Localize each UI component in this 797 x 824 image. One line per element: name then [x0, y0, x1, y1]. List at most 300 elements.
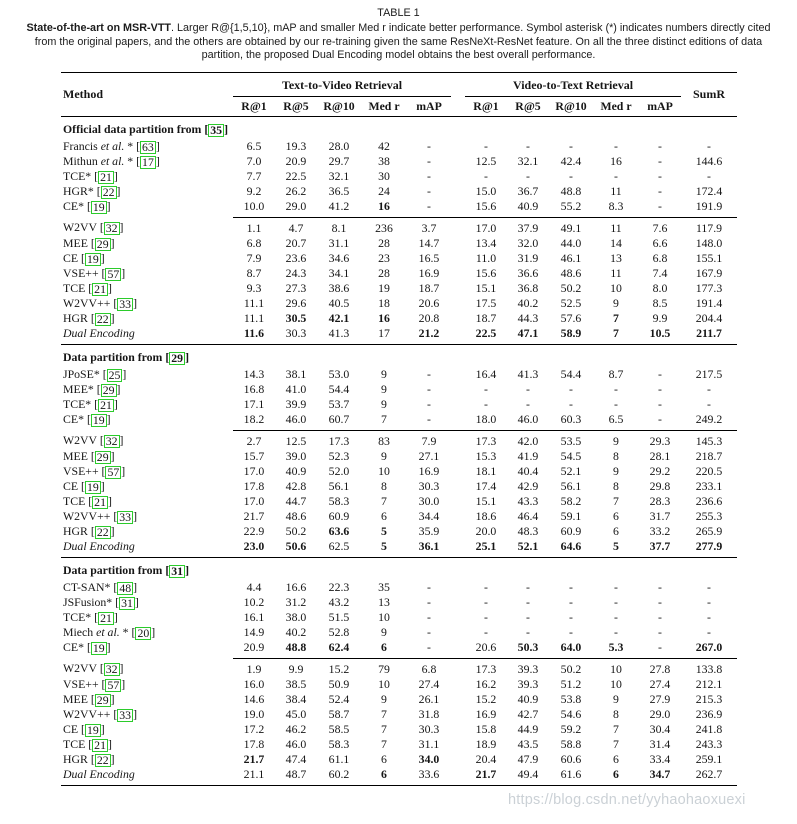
metric-cell: 217.5: [695, 366, 723, 381]
method-cell: TCE* [ 21 ]: [63, 396, 118, 412]
metric-cell: 48.6: [285, 508, 307, 523]
citation-link[interactable]: 31: [171, 563, 184, 578]
metric-cell: -: [658, 138, 662, 153]
metric-cell: -: [526, 579, 530, 594]
metric-cell: 9.9: [652, 310, 668, 325]
metric-cell: -: [484, 624, 488, 639]
table-row-hgr: [61, 184, 737, 199]
metric-cell: -: [569, 396, 573, 411]
metric-cell: 52.5: [560, 295, 582, 310]
metric-cell: 15.3: [475, 448, 497, 463]
metric-cell: 9: [381, 691, 387, 706]
method-cell: HGR* [ 22 ]: [63, 183, 121, 199]
metric-cell: 21.7: [243, 751, 265, 766]
metric-cell: 11.1: [243, 310, 265, 325]
table-row-mee: [61, 236, 737, 251]
citation-link[interactable]: 32: [105, 662, 118, 677]
metric-cell: 8: [381, 478, 387, 493]
metric-cell: -: [569, 381, 573, 396]
method-cell: TCE* [ 21 ]: [63, 609, 118, 625]
metric-cell: 30.3: [418, 478, 440, 493]
metric-cell: 38.5: [285, 676, 307, 691]
method-cell: MEE [ 29 ]: [63, 448, 115, 464]
metric-cell: 27.9: [649, 691, 671, 706]
metric-cell: -: [427, 639, 431, 654]
metric-cell: 265.9: [695, 523, 723, 538]
table-caption: [25, 7, 773, 63]
metric-cell: 48.8: [285, 639, 307, 654]
metric-cell: -: [484, 609, 488, 624]
metric-cell: 40.2: [517, 295, 539, 310]
metric-cell: -: [427, 396, 431, 411]
metric-cell: -: [658, 594, 662, 609]
metric-cell: 7.9: [407, 430, 451, 449]
method-cell: TCE [ 21 ]: [63, 736, 112, 752]
citation-link[interactable]: 25: [108, 367, 121, 382]
table-row-w2vv: [61, 217, 737, 236]
metric-cell: -: [614, 624, 618, 639]
citation-link[interactable]: 19: [92, 640, 105, 655]
metric-cell: 16.4: [475, 366, 497, 381]
metric-cell: 52.0: [328, 463, 350, 478]
metric-cell: -: [707, 594, 711, 609]
metric-cell: 62.5: [328, 538, 350, 553]
metric-cell: 8.7: [608, 366, 624, 381]
metric-cell: 44.9: [517, 721, 539, 736]
metric-cell: -: [526, 594, 530, 609]
citation-link[interactable]: 29: [96, 236, 109, 251]
metric-cell: 13.4: [475, 235, 497, 250]
citation-link[interactable]: 57: [107, 677, 120, 692]
metric-cell: 3.7: [407, 217, 451, 236]
metric-cell: 31.9: [517, 250, 539, 265]
table-row-vse-: [61, 266, 737, 281]
metric-cell: 249.2: [695, 411, 723, 426]
metric-cell: 26.2: [285, 183, 307, 198]
metric-cell: 15.7: [243, 448, 265, 463]
table-section-2: [61, 344, 737, 557]
table-row-miech: [61, 625, 737, 640]
metric-cell: -: [658, 198, 662, 213]
metric-cell: 17.3: [451, 658, 507, 677]
metric-cell: 53.5: [549, 430, 593, 449]
metric-cell: -: [427, 579, 431, 594]
metric-cell: 42: [378, 138, 390, 153]
metric-cell: 58.3: [328, 736, 350, 751]
metric-cell: -: [427, 153, 431, 168]
metric-cell: -: [658, 381, 662, 396]
metric-cell: 31.1: [328, 235, 350, 250]
method-cell: HGR [ 22 ]: [63, 751, 115, 767]
metric-cell: 58.2: [560, 493, 582, 508]
citation-link[interactable]: 57: [107, 464, 120, 479]
metric-cell: 46.1: [560, 250, 582, 265]
metric-cell: -: [707, 138, 711, 153]
metric-cell: 21.7: [475, 766, 497, 781]
metric-cell: -: [569, 624, 573, 639]
method-cell: MEE* [ 29 ]: [63, 381, 121, 397]
citation-link[interactable]: 21: [100, 397, 112, 412]
metric-cell: 29.0: [649, 706, 671, 721]
citation-link[interactable]: 57: [107, 266, 120, 281]
metric-cell: 20.6: [475, 639, 497, 654]
metric-cell: -: [614, 594, 618, 609]
citation-link[interactable]: 22: [102, 184, 115, 199]
metric-cell: 43.5: [517, 736, 539, 751]
metric-cell: 62.4: [328, 639, 350, 654]
metric-cell: 15.2: [475, 691, 497, 706]
metric-cell: 41.2: [328, 198, 350, 213]
citation-link[interactable]: 19: [86, 722, 99, 737]
metric-cell: 6.8: [407, 658, 451, 677]
citation-link[interactable]: 33: [119, 707, 132, 722]
metric-cell: 17: [378, 325, 390, 340]
metric-cell: 15.8: [475, 721, 497, 736]
metric-cell: -: [484, 168, 488, 183]
citation-link[interactable]: 32: [105, 434, 118, 449]
citation-link[interactable]: 19: [86, 479, 99, 494]
metric-cell: 51.5: [328, 609, 350, 624]
method-cell: CE* [ 19 ]: [63, 411, 111, 427]
citation-link[interactable]: 31: [121, 595, 133, 610]
metric-cell: 41.3: [517, 366, 539, 381]
metric-cell: 61.6: [560, 766, 582, 781]
metric-cell: 11: [610, 183, 622, 198]
metric-cell: 7.0: [246, 153, 262, 168]
metric-cell: 5: [381, 523, 387, 538]
metric-cell: 18.0: [475, 411, 497, 426]
table-row-vse-: [61, 677, 737, 692]
metric-cell: 16.8: [243, 381, 265, 396]
metric-cell: -: [569, 138, 573, 153]
metric-cell: 16.0: [243, 676, 265, 691]
table-row-jpose: [61, 367, 737, 382]
method-cell: W2VV [ 32 ]: [63, 661, 124, 677]
metric-cell: 42.0: [507, 430, 549, 449]
metric-cell: 9: [381, 448, 387, 463]
table-row-w2vv-: [61, 296, 737, 311]
method-cell: MEE [ 29 ]: [63, 691, 115, 707]
method-cell: Mithun et al. * [ 17 ]: [63, 153, 160, 169]
table-row-w2vv: [61, 658, 737, 677]
metric-cell: -: [658, 168, 662, 183]
metric-cell: 15.1: [475, 493, 497, 508]
metric-cell: 17.3: [451, 430, 507, 449]
metric-cell: -: [658, 153, 662, 168]
table-row-dual-encoding: [61, 767, 737, 786]
metric-cell: 52.4: [328, 691, 350, 706]
metric-cell: 50.3: [517, 639, 539, 654]
metric-cell: 7: [381, 411, 387, 426]
citation-link[interactable]: 48: [119, 580, 132, 595]
metric-cell: 60.6: [560, 751, 582, 766]
method-cell: Dual Encoding: [63, 538, 135, 553]
citation-link[interactable]: 29: [96, 449, 109, 464]
method-cell: W2VV++ [ 33 ]: [63, 706, 138, 722]
metric-cell: 47.9: [517, 751, 539, 766]
metric-cell: 5: [381, 538, 387, 553]
metric-cell: -: [614, 138, 618, 153]
metric-cell: -: [569, 579, 573, 594]
metric-cell: 6: [613, 766, 619, 781]
metric-cell: 28.0: [328, 138, 350, 153]
metric-cell: 211.7: [696, 325, 722, 340]
metric-cell: 218.7: [695, 448, 723, 463]
metric-cell: 28: [378, 235, 390, 250]
metric-cell: -: [427, 366, 431, 381]
metric-cell: 191.4: [695, 295, 723, 310]
metric-cell: 23.0: [243, 538, 265, 553]
metric-cell: -: [427, 138, 431, 153]
metric-cell: 30.3: [418, 721, 440, 736]
metric-cell: 56.1: [328, 478, 350, 493]
metric-cell: -: [427, 168, 431, 183]
table-section-1: [61, 116, 737, 344]
col-subheader-map: mAP: [407, 97, 451, 117]
citation-link[interactable]: 21: [94, 737, 106, 752]
table-row-mee: [61, 449, 737, 464]
metric-cell: -: [427, 411, 431, 426]
metric-cell: 7.4: [652, 265, 668, 280]
metric-cell: 44.7: [285, 493, 307, 508]
method-cell: CE [ 19 ]: [63, 250, 105, 266]
table-header: [61, 72, 737, 116]
metric-cell: -: [484, 579, 488, 594]
metric-cell: 24.3: [285, 265, 307, 280]
metric-cell: -: [658, 411, 662, 426]
metric-cell: 11.1: [243, 295, 265, 310]
metric-cell: 9.9: [275, 658, 317, 677]
metric-cell: 17.3: [317, 430, 361, 449]
table-row-ct-san: [61, 580, 737, 595]
metric-cell: 41.0: [285, 381, 307, 396]
metric-cell: 59.2: [560, 721, 582, 736]
citation-link[interactable]: 20: [137, 625, 150, 640]
metric-cell: 50.9: [328, 676, 350, 691]
method-cell: CE [ 19 ]: [63, 478, 105, 494]
metric-cell: 155.1: [695, 250, 723, 265]
metric-cell: 7: [381, 736, 387, 751]
metric-cell: 83: [361, 430, 407, 449]
metric-cell: 10.5: [649, 325, 671, 340]
citation-link[interactable]: 19: [92, 412, 105, 427]
metric-cell: 35: [378, 579, 390, 594]
metric-cell: 34.7: [649, 766, 671, 781]
metric-cell: 17.8: [243, 478, 265, 493]
metric-cell: -: [526, 396, 530, 411]
metric-cell: 26.1: [418, 691, 440, 706]
citation-link[interactable]: 17: [142, 154, 154, 169]
metric-cell: -: [658, 639, 662, 654]
citation-link[interactable]: 22: [96, 524, 109, 539]
table-row-w2vv: [61, 430, 737, 449]
metric-cell: 39.0: [285, 448, 307, 463]
metric-cell: 17.0: [243, 493, 265, 508]
metric-cell: 53.7: [328, 396, 350, 411]
metric-cell: 8.0: [652, 280, 668, 295]
table-row-dual-encoding: [61, 539, 737, 558]
citation-link[interactable]: 19: [92, 199, 105, 214]
citation-link[interactable]: 32: [105, 221, 118, 236]
metric-cell: 18.7: [418, 280, 440, 295]
metric-cell: -: [427, 198, 431, 213]
metric-cell: 9.3: [246, 280, 262, 295]
metric-cell: 6.5: [246, 138, 262, 153]
metric-cell: 10: [610, 280, 622, 295]
metric-cell: 18.2: [243, 411, 265, 426]
metric-cell: 17.8: [243, 736, 265, 751]
metric-cell: 16.1: [243, 609, 265, 624]
metric-cell: 236.9: [695, 706, 723, 721]
metric-cell: -: [707, 624, 711, 639]
col-subheader-r10: R@10: [317, 97, 361, 117]
citation-link[interactable]: 29: [102, 382, 115, 397]
caption-bold-lead: State-of-the-art on MSR-VTT: [26, 22, 172, 35]
method-cell: CT-SAN* [ 48 ]: [63, 579, 138, 595]
citation-link[interactable]: 33: [119, 296, 132, 311]
metric-cell: 16.9: [475, 706, 497, 721]
metric-cell: -: [658, 609, 662, 624]
metric-cell: -: [614, 609, 618, 624]
metric-cell: 11: [593, 217, 639, 236]
metric-cell: 7: [613, 325, 619, 340]
metric-cell: 40.2: [285, 624, 307, 639]
method-cell: TCE [ 21 ]: [63, 280, 112, 296]
metric-cell: 236: [361, 217, 407, 236]
table-row-hgr: [61, 752, 737, 767]
group2-underline: Video-to-Text Retrieval: [465, 78, 681, 97]
citation-link[interactable]: 29: [96, 692, 109, 707]
citation-link[interactable]: 21: [100, 610, 112, 625]
metric-cell: 34.4: [418, 508, 440, 523]
metric-cell: 7: [381, 493, 387, 508]
metric-cell: -: [569, 594, 573, 609]
citation-link[interactable]: 21: [100, 169, 112, 184]
citation-link[interactable]: 21: [94, 494, 106, 509]
citation-link[interactable]: 33: [119, 509, 132, 524]
metric-cell: 5: [613, 538, 619, 553]
table-section-3: [61, 557, 737, 785]
table-row-mee: [61, 382, 737, 397]
metric-cell: 215.3: [695, 691, 723, 706]
table-row-ce: [61, 199, 737, 218]
citation-link[interactable]: 22: [96, 752, 109, 767]
metric-cell: 50.2: [549, 658, 593, 677]
table-row-hgr: [61, 311, 737, 326]
metric-cell: 28.1: [649, 448, 671, 463]
metric-cell: 42.4: [560, 153, 582, 168]
metric-cell: 38.1: [285, 366, 307, 381]
metric-cell: 8.5: [652, 295, 668, 310]
metric-cell: -: [707, 609, 711, 624]
metric-cell: -: [658, 624, 662, 639]
method-cell: Dual Encoding: [63, 766, 135, 781]
citation-link[interactable]: 35: [210, 122, 223, 137]
metric-cell: -: [427, 183, 431, 198]
metric-cell: 20.8: [418, 310, 440, 325]
table-number-label: TABLE 1: [377, 7, 420, 19]
citation-link[interactable]: 29: [171, 350, 184, 365]
method-cell: Dual Encoding: [63, 325, 135, 340]
metric-cell: 32.0: [517, 235, 539, 250]
metric-cell: 50.2: [285, 523, 307, 538]
metric-cell: 60.2: [328, 766, 350, 781]
metric-cell: 53.8: [560, 691, 582, 706]
metric-cell: 7: [381, 706, 387, 721]
metric-cell: 6: [381, 751, 387, 766]
metric-cell: 41.3: [328, 325, 350, 340]
metric-cell: 79: [361, 658, 407, 677]
metric-cell: 6: [613, 508, 619, 523]
metric-cell: 267.0: [695, 639, 723, 654]
metric-cell: 36.1: [418, 538, 440, 553]
metric-cell: 29.6: [285, 295, 307, 310]
metric-cell: 32.1: [328, 168, 350, 183]
metric-cell: 39.9: [285, 396, 307, 411]
metric-cell: 8: [613, 478, 619, 493]
metric-cell: 15.0: [475, 183, 497, 198]
metric-cell: 6.8: [652, 250, 668, 265]
metric-cell: 42.8: [285, 478, 307, 493]
metric-cell: 25.1: [475, 538, 497, 553]
metric-cell: 19: [378, 280, 390, 295]
metric-cell: 30.4: [649, 721, 671, 736]
citation-link[interactable]: 63: [142, 139, 154, 154]
metric-cell: 64.6: [560, 538, 582, 553]
metric-cell: 30.0: [418, 493, 440, 508]
metric-cell: 220.5: [695, 463, 723, 478]
metric-cell: 17.0: [451, 217, 507, 236]
metric-cell: 255.3: [695, 508, 723, 523]
metric-cell: 14: [610, 235, 622, 250]
citation-link[interactable]: 21: [94, 281, 106, 296]
metric-cell: 40.5: [328, 295, 350, 310]
col-subheader-medr: Med r: [593, 97, 639, 117]
metric-cell: 47.1: [517, 325, 539, 340]
metric-cell: -: [427, 609, 431, 624]
metric-cell: 15.2: [317, 658, 361, 677]
metric-cell: -: [427, 594, 431, 609]
citation-link[interactable]: 22: [96, 311, 109, 326]
metric-cell: 4.4: [246, 579, 262, 594]
metric-cell: 16.9: [418, 463, 440, 478]
metric-cell: 172.4: [695, 183, 723, 198]
section-header-row: [61, 557, 737, 580]
method-cell: VSE++ [ 57 ]: [63, 676, 126, 692]
metric-cell: 40.9: [517, 198, 539, 213]
metric-cell: 59.1: [560, 508, 582, 523]
metric-cell: 30.5: [285, 310, 307, 325]
metric-cell: 167.9: [695, 265, 723, 280]
metric-cell: 34.6: [328, 250, 350, 265]
metric-cell: -: [614, 579, 618, 594]
metric-cell: 27.1: [418, 448, 440, 463]
metric-cell: 57.6: [560, 310, 582, 325]
metric-cell: 32.1: [517, 153, 539, 168]
metric-cell: 10: [610, 676, 622, 691]
metric-cell: 50.2: [560, 280, 582, 295]
metric-cell: 1.9: [233, 658, 275, 677]
metric-cell: 35.9: [418, 523, 440, 538]
metric-cell: 27.8: [639, 658, 681, 677]
metric-cell: 33.2: [649, 523, 671, 538]
citation-link[interactable]: 19: [86, 251, 99, 266]
metric-cell: 18.7: [475, 310, 497, 325]
metric-cell: -: [427, 624, 431, 639]
metric-cell: 60.3: [560, 411, 582, 426]
metric-cell: -: [707, 579, 711, 594]
metric-cell: 58.7: [328, 706, 350, 721]
